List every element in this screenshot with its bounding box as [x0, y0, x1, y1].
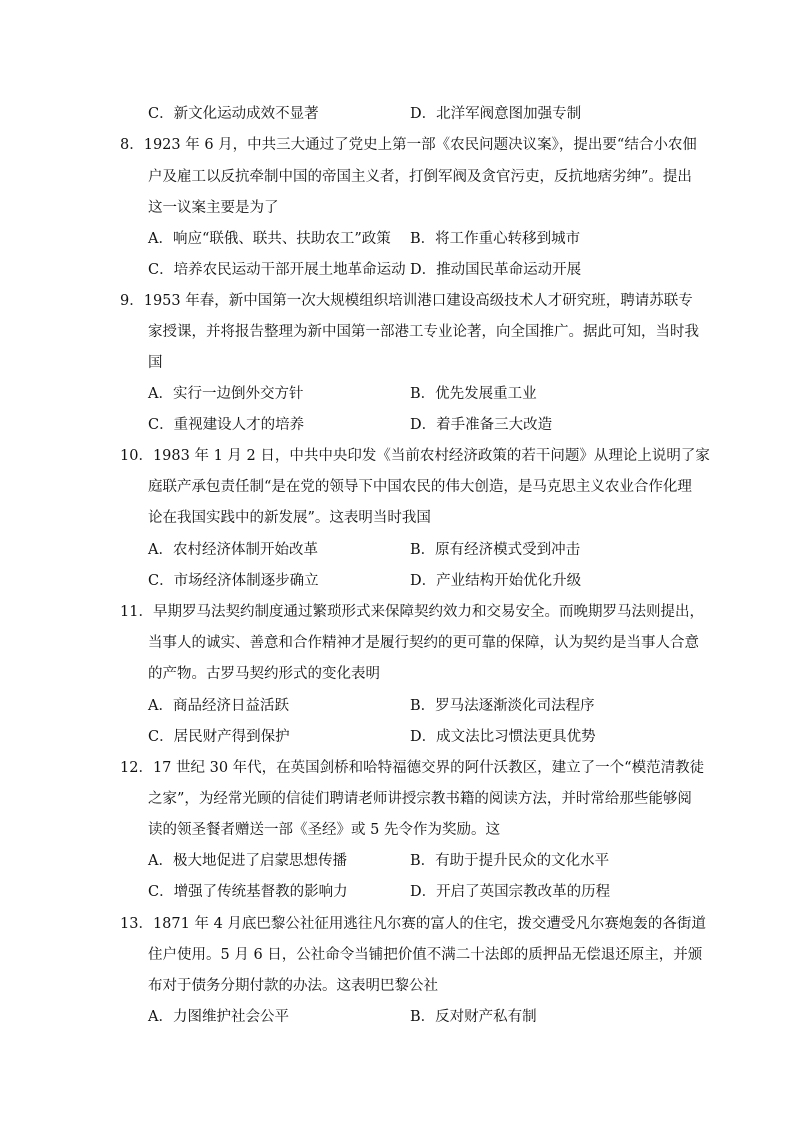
q12-option-d: D．开启了英国宗教改革的历程 — [410, 884, 611, 900]
q12-stem-line-2: 之家”，为经常光顾的信徒们聘请老师讲授宗教书籍的阅读方法，并时常给那些能够阅 — [148, 791, 692, 807]
q10-option-c: C．市场经济体制逐步确立 — [148, 573, 319, 589]
q9-stem-line-3: 国 — [148, 355, 163, 371]
q11-stem-line-1: 11．早期罗马法契约制度通过繁琐形式来保障契约效力和交易安全。而晚期罗马法则提出， — [120, 604, 704, 620]
q8-option-c: C．培养农民运动干部开展土地革命运动 — [148, 262, 406, 278]
q13-option-a: A．力图维护社会公平 — [148, 1009, 289, 1025]
q10-stem-line-3: 论在我国实践中的新发展”。这表明当时我国 — [148, 510, 431, 526]
q9-option-c: C．重视建设人才的培养 — [148, 417, 305, 433]
q9-stem-line-2: 家授课，并将报告整理为新中国第一部港工专业论著，向全国推广。据此可知，当时我 — [148, 324, 699, 340]
q10-stem-line-2: 庭联产承包责任制“是在党的领导下中国农民的伟大创造，是马克思主义农业合作化理 — [148, 479, 692, 495]
q11-option-a: A．商品经济日益活跃 — [148, 698, 289, 714]
q9-option-b: B．优先发展重工业 — [410, 386, 537, 402]
q13-stem-line-1: 13．1871 年 4 月底巴黎公社征用逃往凡尔赛的富人的住宅，拨交遭受凡尔赛炮轰的各街道 — [120, 916, 706, 932]
q11-option-b: B．罗马法逐渐淡化司法程序 — [410, 698, 595, 714]
q12-option-a: A．极大地促进了启蒙思想传播 — [148, 853, 347, 869]
q10-stem-line-1: 10．1983 年 1 月 2 日，中共中央印发《当前农村经济政策的若干问题》从理论上说明了家 — [120, 448, 710, 464]
q13-option-b: B．反对财产私有制 — [410, 1009, 537, 1025]
q8-stem-line-1: 8．1923 年 6 月，中共三大通过了党史上第一部《农民问题决议案》，提出要“结合小农佃 — [120, 137, 697, 153]
q12-option-b: B．有助于提升民众的文化水平 — [410, 853, 610, 869]
q9-option-d: D．着手准备三大改造 — [410, 417, 553, 433]
q11-option-c: C．居民财产得到保护 — [148, 729, 290, 745]
q11-option-d: D．成文法比习惯法更具优势 — [410, 729, 596, 745]
q12-stem-line-1: 12．17 世纪 30 年代，在英国剑桥和哈特福德交界的阿什沃教区，建立了一个“模范清教徒 — [120, 760, 705, 776]
q12-option-c: C．增强了传统基督教的影响力 — [148, 884, 348, 900]
q7-option-d: D．北洋军阀意图加强专制 — [410, 106, 582, 122]
q10-option-b: B．原有经济模式受到冲击 — [410, 542, 581, 558]
q8-stem-line-3: 这一议案主要是为了 — [148, 200, 279, 216]
q7-option-c: C．新文化运动成效不显著 — [148, 106, 319, 122]
q12-stem-line-3: 读的领圣餐者赠送一部《圣经》或 5 先令作为奖励。这 — [148, 822, 500, 838]
q11-stem-line-2: 当事人的诚实、善意和合作精神才是履行契约的更可靠的保障，认为契约是当事人合意 — [148, 635, 699, 651]
q8-option-b: B．将工作重心转移到城市 — [410, 231, 581, 247]
q10-option-d: D．产业结构开始优化升级 — [410, 573, 582, 589]
q9-stem-line-1: 9．1953 年春，新中国第一次大规模组织培训港口建设高级技术人才研究班，聘请苏联专 — [120, 293, 693, 309]
q8-option-d: D．推动国民革命运动开展 — [410, 262, 582, 278]
q13-stem-line-3: 布对于债务分期付款的办法。这表明巴黎公社 — [148, 978, 438, 994]
q8-stem-line-2: 户及雇工以反抗牵制中国的帝国主义者，打倒军阀及贪官污吏，反抗地痞劣绅”。提出 — [148, 169, 692, 185]
q8-option-a: A．响应“联俄、联共、扶助农工”政策 — [148, 231, 391, 247]
q9-option-a: A．实行一边倒外交方针 — [148, 386, 304, 402]
q13-stem-line-2: 住户使用。5 月 6 日，公社命令当铺把价值不满二十法郎的质押品无偿退还原主，并颁 — [148, 947, 703, 963]
q10-option-a: A．农村经济体制开始改革 — [148, 542, 318, 558]
q11-stem-line-3: 的产物。古罗马契约形式的变化表明 — [148, 666, 380, 682]
